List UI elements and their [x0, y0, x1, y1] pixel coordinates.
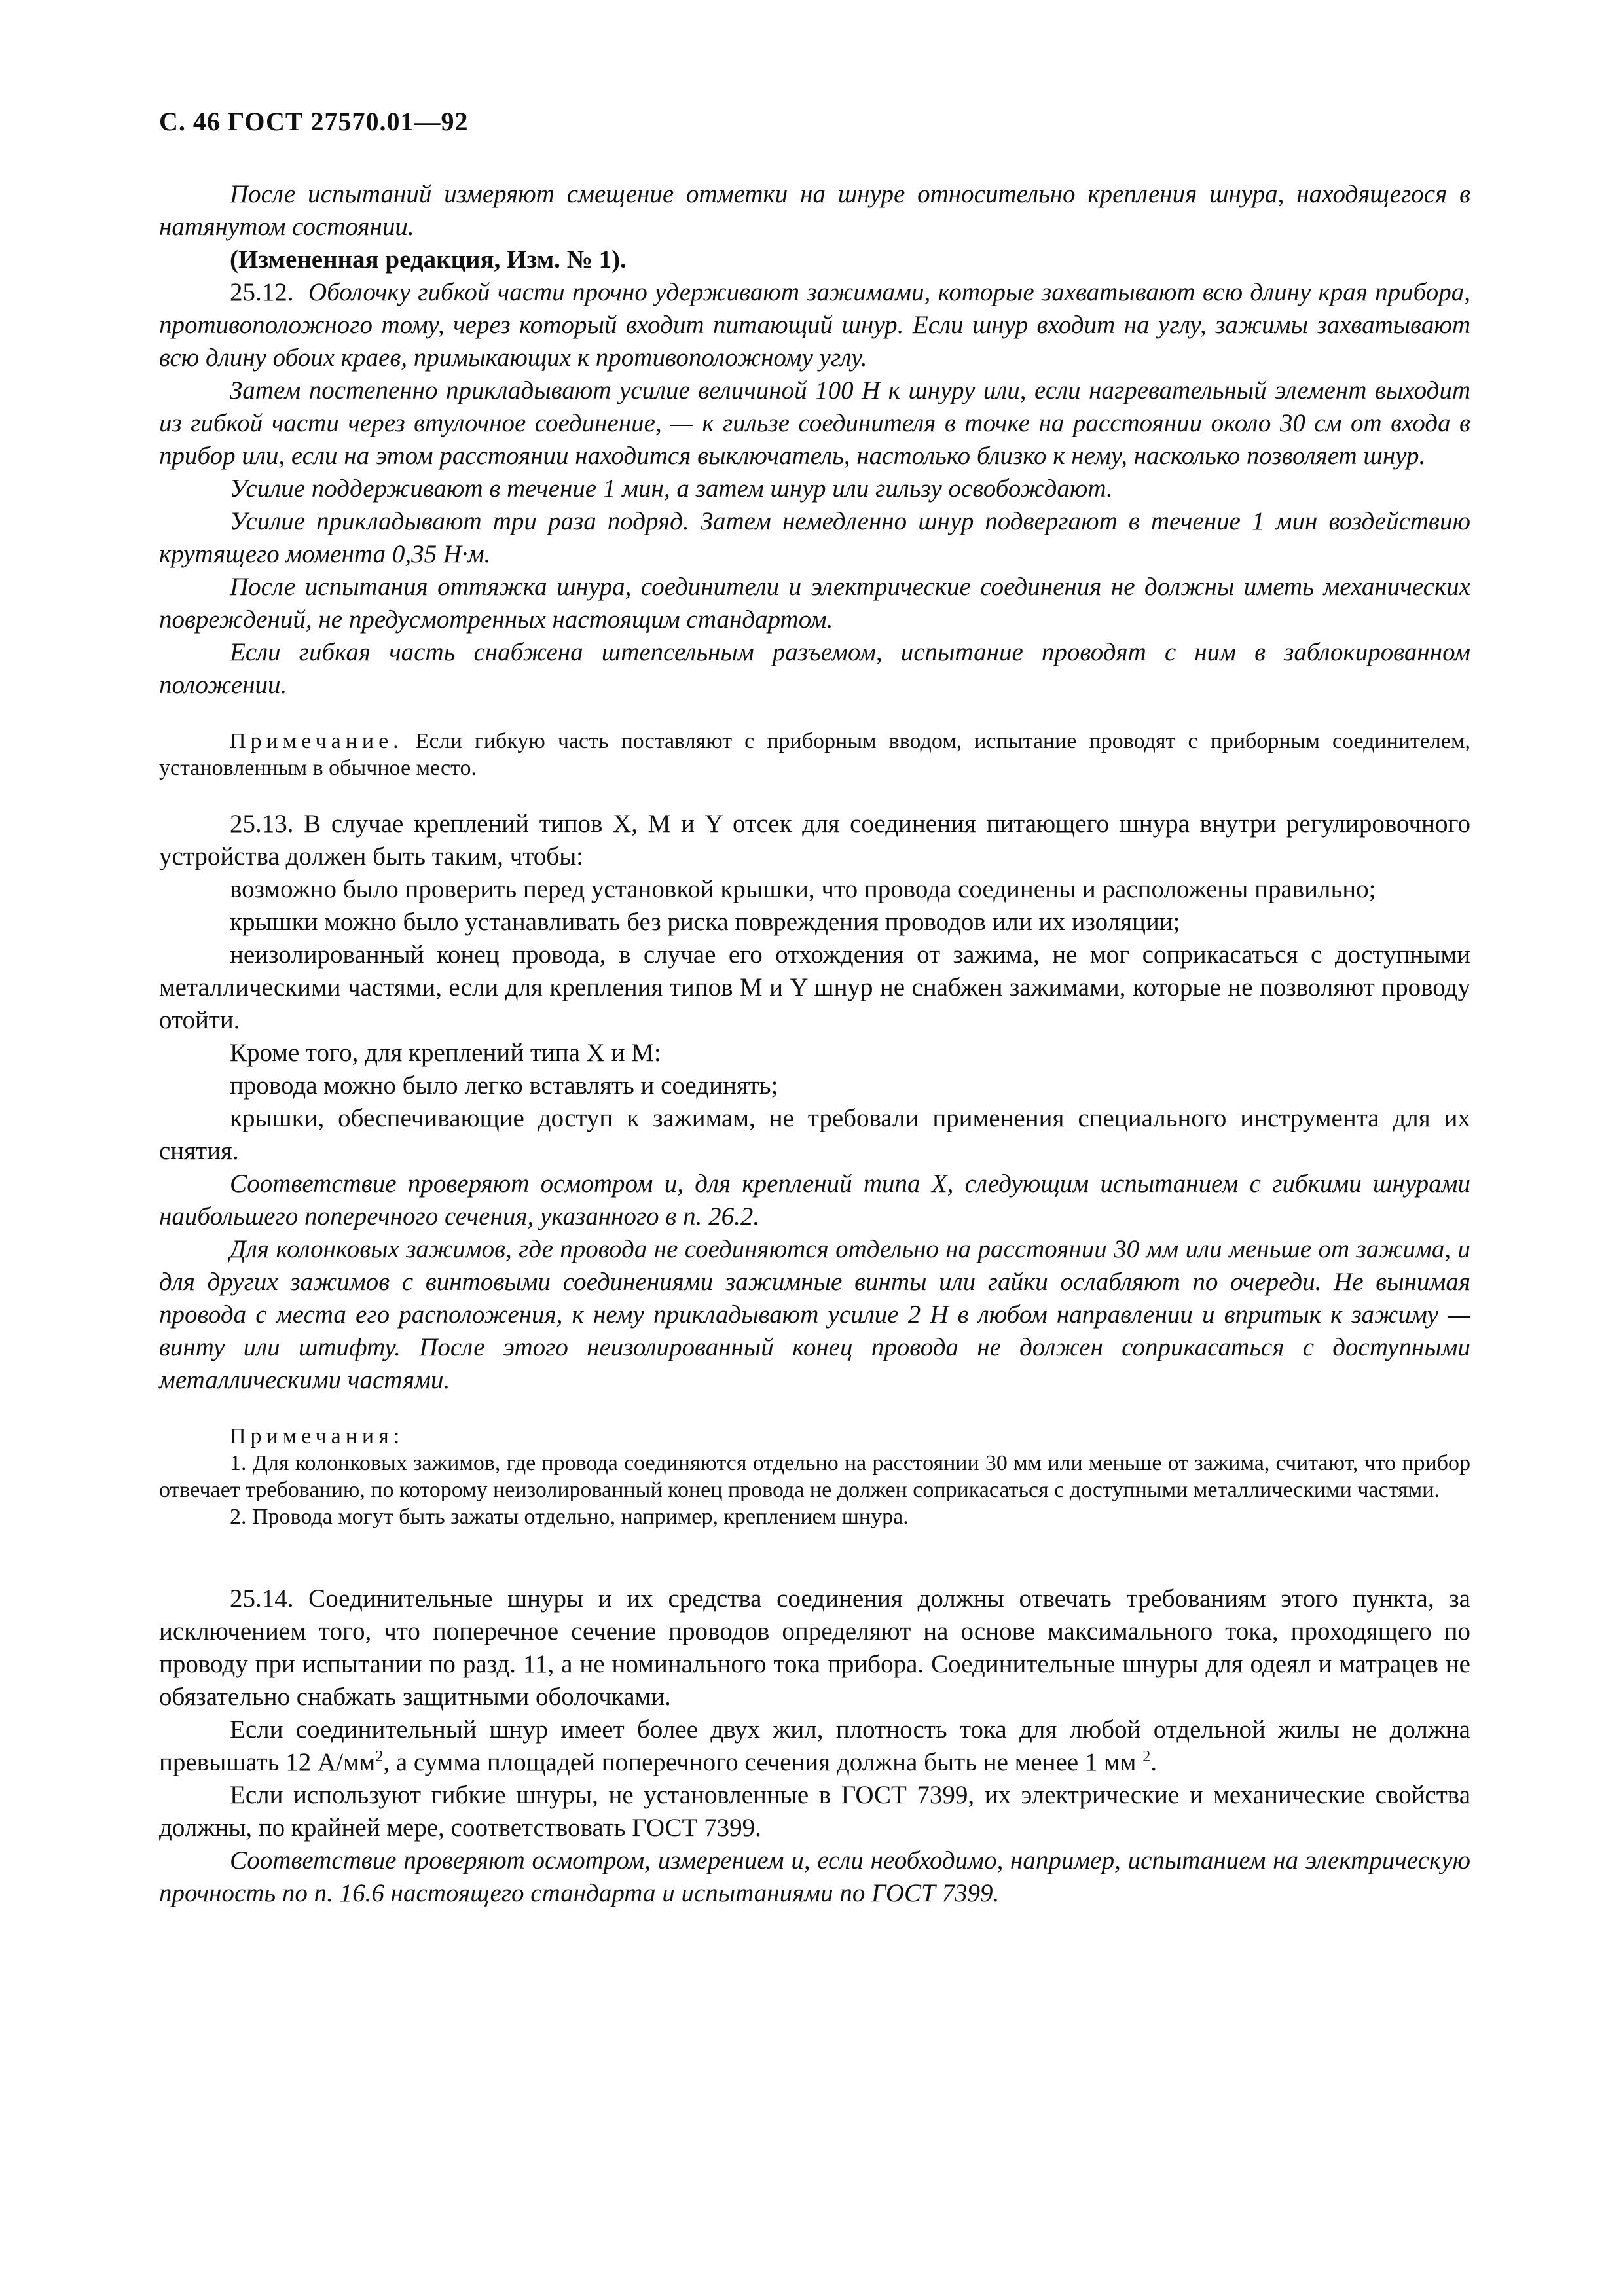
clause-25-12-force: Затем постепенно прикладывают усилие величиной 100 Н к шнуру или, если нагревательный элемент выходит из гибкой части через втулочное соединение, — к гильзе соединителя в точке на расстоянии около 30 см от входа в прибор или, если на этом расстоянии находится выключатель, настолько близко к нему, насколько позволяет шнур.: [159, 376, 1470, 470]
clause-25-13-item: неизолированный конец провода, в случае его отхождения от зажима, не мог соприкасаться с доступными металлическими частями, если для крепления типов M и Y шнур не снабжен зажимами, которые не позволяют проводу отойти.: [159, 941, 1470, 1034]
clause-25-13-item: крышки можно было устанавливать без риска повреждения проводов или их изоляции;: [230, 908, 1180, 936]
clause-25-14: 25.14. Соединительные шнуры и их средства соединения должны отвечать требованиям этого пункта, за исключением того, что поперечное сечение проводов определяют на основе максимального тока, проходящего по проводу при испытании по разд. 11, а не номинального тока прибора. Соединительные шнуры для одеял и матрацев не обязательно снабжать защитными оболочками.: [159, 1585, 1470, 1711]
clause-25-13-item: крышки, обеспечивающие доступ к зажимам, не требовали применения специального инструмента для их снятия.: [159, 1104, 1470, 1165]
clause-25-13-pillar-terminals: Для колонковых зажимов, где провода не соединяются отдельно на расстоянии 30 мм или меньше от зажима, и для других зажимов с винтовыми соединениями зажимные винты или гайки ослабляют по очереди. Не вынимая провода с места его расположения, к нему прикладывают усилие 2 Н в любом направлении и впритык к зажиму — винту или штифту. После этого неизолированный конец провода не должен соприкасаться с доступными металлическими частями.: [159, 1235, 1470, 1394]
note-text: Если гибкую часть поставляют с приборным вводом, испытание проводят с приборным соединителем, установленным в обычное место.: [159, 729, 1471, 780]
clause-25-13-item: Кроме того, для креплений типа X и M:: [230, 1039, 661, 1067]
clause-25-12: [159, 276, 1470, 374]
clause-25-14-flexible-cords: Если используют гибкие шнуры, не установленные в ГОСТ 7399, их электрические и механические свойства должны, по крайней мере, соответствовать ГОСТ 7399.: [159, 1781, 1470, 1842]
note-item: 1. Для колонковых зажимов, где провода соединяются отдельно на расстоянии 30 мм или меньше от зажима, считают, что прибор отвечает требованию, по которому неизолированный конец провода не должен соприкасаться с доступными металлическими частями.: [159, 1451, 1470, 1502]
amendment-note: (Измененная редакция, Изм. № 1).: [230, 245, 627, 274]
page-content: [159, 178, 1470, 1910]
note-25-12: [159, 728, 1470, 781]
clause-25-14-current-density: Если соединительный шнур имеет более двух жил, плотность тока для любой отдельной жилы не должна превышать 12 $А/мм^2$, а сумма площадей поперечного сечения должна быть не менее 1 мм $^2$.: [159, 1715, 1470, 1776]
note-label: Примечание.: [230, 729, 403, 753]
clause-25-12-torque: Усилие прикладывают три раза подряд. Затем немедленно шнур подвергают в течение 1 мин воздействию крутящего момента 0,35 Н·м.: [159, 507, 1470, 568]
clause-25-13-compliance: Соответствие проверяют осмотром и, для креплений типа X, следующим испытанием с гибкими шнурами наибольшего поперечного сечения, указанного в п. 26.2.: [159, 1170, 1470, 1230]
clause-25-12-hold: Усилие поддерживают в течение 1 мин, а затем шнур или гильзу освобождают.: [230, 475, 1113, 503]
clause-25-12-after-test: После испытания оттяжка шнура, соединители и электрические соединения не должны иметь механических повреждений, не предусмотренных настоящим стандартом.: [159, 573, 1470, 634]
note-item: 2. Провода могут быть зажаты отдельно, например, креплением шнура.: [230, 1505, 909, 1529]
clause-number: 25.12.: [230, 278, 294, 306]
page-header: С. 46 ГОСТ 27570.01—92: [159, 107, 469, 136]
clause-25-13: 25.13. В случае креплений типов X, M и Y отсек для соединения питающего шнура внутри регулировочного устройства должен быть таким, чтобы:: [159, 810, 1470, 870]
clause-25-13-item: возможно было проверить перед установкой крышки, что провода соединены и расположены правильно;: [230, 875, 1376, 903]
paragraph-cord-displacement: После испытаний измеряют смещение отметки на шнуре относительно крепления шнура, находящегося в натянутом состоянии.: [159, 180, 1470, 241]
clause-25-14-compliance: Соответствие проверяют осмотром, измерением и, если необходимо, например, испытанием на электрическую прочность по п. 16.6 настоящего стандарта и испытаниями по ГОСТ 7399.: [159, 1846, 1470, 1907]
clause-text: Оболочку гибкой части прочно удерживают зажимами, которые захватывают всю длину края прибора, противоположного тому, через который входит питающий шнур. Если шнур входит на углу, зажимы захватывают всю длину обоих краев, примыкающих к противоположному углу.: [159, 278, 1471, 372]
clause-25-13-item: провода можно было легко вставлять и соединять;: [230, 1071, 778, 1100]
clause-25-12-connector: Если гибкая часть снабжена штепсельным разъемом, испытание проводят с ним в заблокированном положении.: [159, 638, 1470, 699]
notes-label: Примечания:: [230, 1424, 405, 1448]
